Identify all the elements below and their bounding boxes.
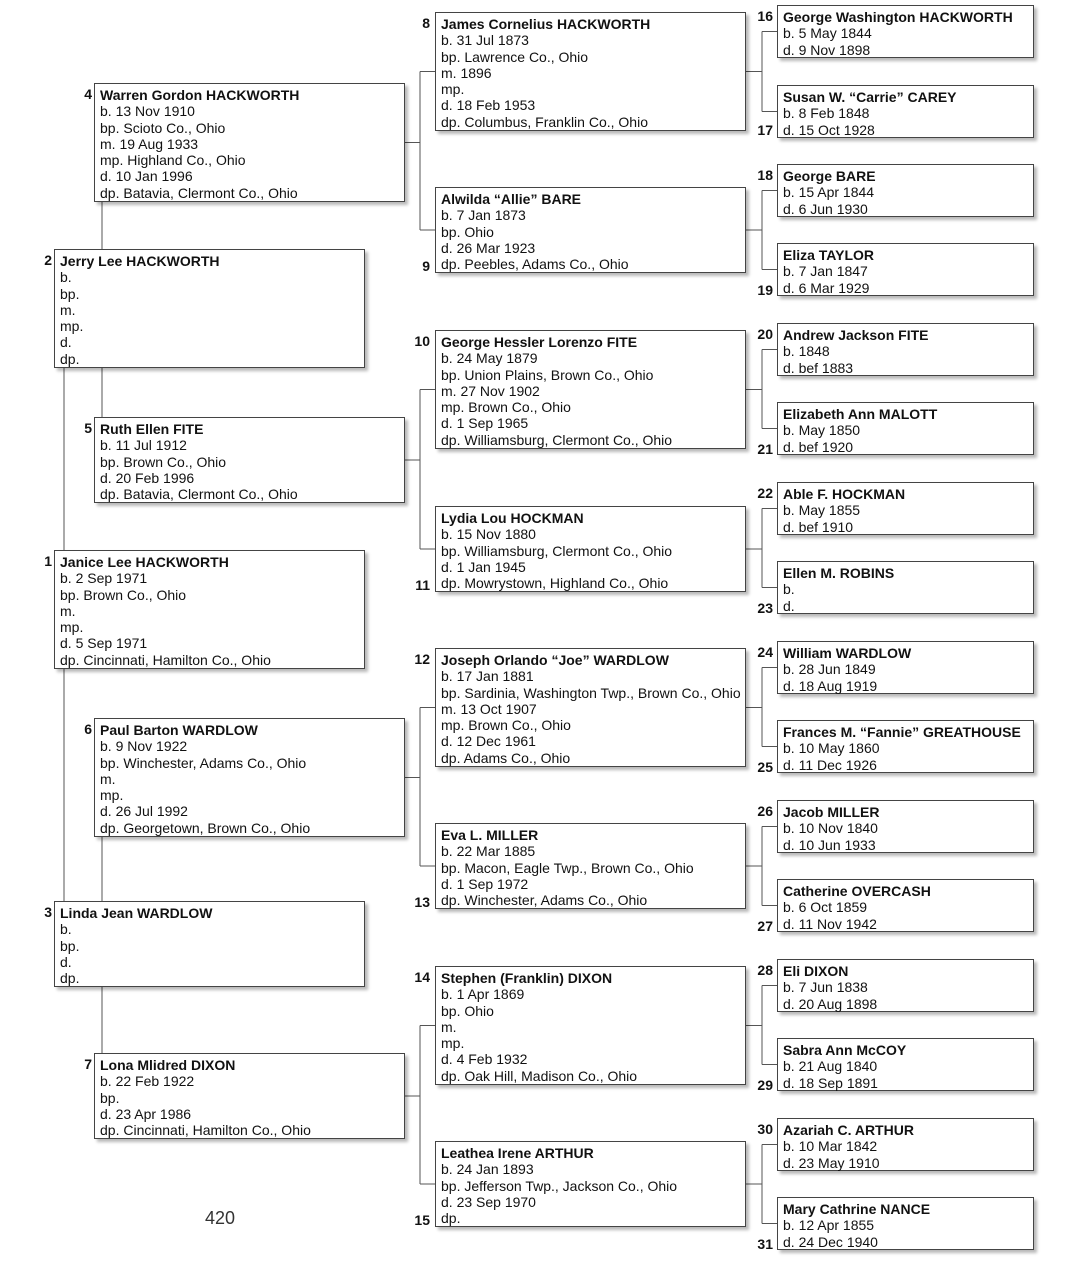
ahnentafel-number: 1 (44, 553, 52, 569)
person-box-27 (777, 879, 1034, 932)
person-fact: mp. (60, 318, 84, 335)
person-name: Lona Mlidred DIXON (100, 1057, 236, 1073)
person-fact: dp. Williamsburg, Clermont Co., Ohio (441, 431, 673, 448)
person-fact: b. (60, 921, 72, 938)
person-fact: d. 18 Aug 1919 (783, 677, 878, 694)
person-fact: d. 26 Jul 1992 (100, 803, 188, 820)
person-fact: mp. (441, 81, 465, 98)
person-name: Stephen (Franklin) DIXON (441, 970, 613, 986)
person-box-26 (777, 800, 1034, 853)
person-fact: dp. (441, 1210, 461, 1227)
person-fact: d. 11 Dec 1926 (783, 756, 877, 773)
ahnentafel-number: 26 (757, 803, 773, 819)
ahnentafel-number: 8 (422, 15, 430, 31)
person-fact: b. (60, 269, 72, 286)
person-fact: bp. Jefferson Twp., Jackson Co., Ohio (441, 1177, 678, 1194)
ahnentafel-number: 4 (84, 86, 92, 102)
person-fact: b. (783, 581, 795, 598)
person-fact: b. 2 Sep 1971 (60, 570, 148, 587)
person-fact: mp. (100, 787, 124, 804)
person-fact: b. 7 Jun 1838 (783, 979, 868, 996)
person-name: Able F. HOCKMAN (783, 486, 906, 502)
ahnentafel-number: 10 (414, 333, 430, 349)
ahnentafel-number: 24 (757, 644, 773, 660)
person-fact: b. 1848 (783, 343, 830, 360)
person-fact: b. 11 Jul 1912 (100, 437, 187, 454)
person-fact: m. (441, 1018, 457, 1035)
person-fact: dp. (60, 350, 80, 367)
person-box-15 (435, 1141, 746, 1227)
person-fact: b. 7 Jan 1847 (783, 263, 868, 280)
person-fact: d. 1 Jan 1945 (441, 558, 526, 575)
person-fact: d. 4 Feb 1932 (441, 1051, 528, 1068)
ahnentafel-number: 19 (757, 282, 773, 298)
person-fact: b. 17 Jan 1881 (441, 668, 534, 685)
ahnentafel-number: 20 (757, 326, 773, 342)
ahnentafel-number: 28 (757, 962, 773, 978)
person-name: Azariah C. ARTHUR (783, 1122, 914, 1138)
ahnentafel-number: 16 (757, 8, 773, 24)
person-fact: mp. Highland Co., Ohio (100, 152, 246, 169)
person-fact: d. 18 Sep 1891 (783, 1074, 878, 1091)
person-fact: dp. Peebles, Adams Co., Ohio (441, 256, 629, 273)
person-box-25 (777, 720, 1034, 773)
person-name: Ruth Ellen FITE (100, 421, 204, 437)
person-box-14 (435, 966, 746, 1085)
person-fact: dp. Batavia, Clermont Co., Ohio (100, 184, 298, 201)
person-fact: b. 15 Nov 1880 (441, 526, 536, 543)
person-fact: dp. Oak Hill, Madison Co., Ohio (441, 1067, 638, 1084)
person-fact: b. 10 Nov 1840 (783, 820, 878, 837)
ahnentafel-number: 23 (757, 600, 773, 616)
person-fact: b. 6 Oct 1859 (783, 899, 868, 916)
person-fact: dp. Adams Co., Ohio (441, 749, 571, 766)
person-box-19 (777, 243, 1034, 296)
person-fact: d. 20 Aug 1898 (783, 995, 878, 1012)
person-fact: b. May 1855 (783, 502, 861, 519)
person-fact: dp. Winchester, Adams Co., Ohio (441, 892, 648, 909)
person-fact: bp. Brown Co., Ohio (60, 586, 187, 603)
person-fact: m. (60, 602, 76, 619)
person-fact: d. 23 Apr 1986 (100, 1105, 192, 1122)
person-box-2 (54, 249, 365, 368)
person-name: Eliza TAYLOR (783, 247, 875, 263)
person-fact: bp. (60, 285, 80, 302)
person-name: Leathea Irene ARTHUR (441, 1145, 594, 1161)
person-box-18 (777, 164, 1034, 217)
person-fact: bp. Williamsburg, Clermont Co., Ohio (441, 542, 673, 559)
person-name: George Hessler Lorenzo FITE (441, 334, 638, 350)
person-fact: d. 24 Dec 1940 (783, 1233, 878, 1250)
person-fact: d. (60, 953, 72, 970)
person-box-7 (94, 1053, 405, 1139)
person-name: Mary Cathrine NANCE (783, 1201, 931, 1217)
person-fact: b. 24 Jan 1893 (441, 1161, 534, 1178)
ahnentafel-number: 25 (757, 759, 773, 775)
person-name: Eva L. MILLER (441, 827, 539, 843)
person-fact: d. bef 1920 (783, 438, 854, 455)
person-fact: dp. Cincinnati, Hamilton Co., Ohio (100, 1122, 311, 1139)
person-name: Joseph Orlando “Joe” WARDLOW (441, 652, 669, 668)
person-box-17 (777, 85, 1034, 138)
person-fact: m. 1896 (441, 64, 492, 81)
person-fact: b. 31 Jul 1873 (441, 32, 529, 49)
person-fact: d. 1 Sep 1972 (441, 875, 529, 892)
person-fact: d. bef 1910 (783, 518, 854, 535)
person-fact: d. 6 Jun 1930 (783, 200, 868, 217)
person-fact: bp. Ohio (441, 1002, 494, 1019)
person-fact: d. 11 Nov 1942 (783, 915, 877, 932)
person-fact: d. 12 Dec 1961 (441, 733, 536, 750)
person-name: Linda Jean WARDLOW (60, 905, 213, 921)
person-fact: bp. (60, 937, 80, 954)
person-box-20 (777, 323, 1034, 376)
person-box-10 (435, 330, 746, 449)
person-box-30 (777, 1118, 1034, 1171)
ahnentafel-number: 27 (757, 918, 773, 934)
person-name: Alwilda “Allie” BARE (441, 191, 582, 207)
person-fact: mp. (60, 619, 84, 636)
person-fact: b. 28 Jun 1849 (783, 661, 876, 678)
person-fact: b. 1 Apr 1869 (441, 986, 525, 1003)
person-fact: m. (100, 770, 116, 787)
person-fact: d. 20 Feb 1996 (100, 469, 195, 486)
person-fact: d. (60, 334, 72, 351)
person-fact: b. 22 Mar 1885 (441, 843, 536, 860)
person-fact: bp. (100, 1089, 120, 1106)
person-fact: b. 12 Apr 1855 (783, 1217, 875, 1234)
person-fact: bp. Winchester, Adams Co., Ohio (100, 754, 307, 771)
person-box-3 (54, 901, 365, 987)
person-fact: d. 18 Feb 1953 (441, 97, 536, 114)
person-fact: b. 8 Feb 1848 (783, 105, 870, 122)
person-fact: d. 23 May 1910 (783, 1154, 880, 1171)
person-name: Frances M. “Fannie” GREATHOUSE (783, 724, 1021, 740)
person-fact: b. 13 Nov 1910 (100, 103, 195, 120)
person-fact: bp. Brown Co., Ohio (100, 453, 227, 470)
person-box-29 (777, 1038, 1034, 1091)
ahnentafel-number: 13 (414, 894, 430, 910)
person-fact: b. 5 May 1844 (783, 25, 872, 42)
person-fact: b. 10 May 1860 (783, 740, 880, 757)
person-fact: mp. Brown Co., Ohio (441, 717, 571, 734)
person-fact: m. (60, 301, 76, 318)
person-name: Lydia Lou HOCKMAN (441, 510, 584, 526)
person-name: William WARDLOW (783, 645, 912, 661)
ahnentafel-number: 30 (757, 1121, 773, 1137)
person-fact: dp. Cincinnati, Hamilton Co., Ohio (60, 651, 271, 668)
ahnentafel-number: 29 (757, 1077, 773, 1093)
person-box-12 (435, 648, 746, 767)
person-fact: d. 6 Mar 1929 (783, 279, 870, 296)
ahnentafel-number: 22 (757, 485, 773, 501)
person-name: Janice Lee HACKWORTH (60, 554, 229, 570)
ahnentafel-number: 12 (414, 651, 430, 667)
person-fact: b. 22 Feb 1922 (100, 1073, 195, 1090)
person-fact: bp. Macon, Eagle Twp., Brown Co., Ohio (441, 859, 694, 876)
person-name: Ellen M. ROBINS (783, 565, 895, 581)
person-fact: dp. Columbus, Franklin Co., Ohio (441, 113, 648, 130)
person-fact: b. 24 May 1879 (441, 350, 538, 367)
person-fact: b. 21 Aug 1840 (783, 1058, 878, 1075)
person-name: Sabra Ann McCOY (783, 1042, 907, 1058)
person-fact: d. 15 Oct 1928 (783, 121, 875, 138)
ahnentafel-number: 14 (414, 969, 430, 985)
person-fact: bp. Ohio (441, 223, 494, 240)
person-fact: dp. Mowrystown, Highland Co., Ohio (441, 575, 669, 592)
person-box-31 (777, 1197, 1034, 1250)
person-fact: bp. Scioto Co., Ohio (100, 119, 226, 136)
ahnentafel-number: 7 (84, 1056, 92, 1072)
person-box-8 (435, 12, 746, 131)
person-name: Jacob MILLER (783, 804, 880, 820)
person-fact: b. May 1850 (783, 422, 861, 439)
person-name: Eli DIXON (783, 963, 849, 979)
person-name: James Cornelius HACKWORTH (441, 16, 651, 32)
page-number: 420 (205, 1208, 236, 1228)
person-name: Jerry Lee HACKWORTH (60, 253, 220, 269)
person-box-24 (777, 641, 1034, 694)
person-box-6 (94, 718, 405, 837)
person-fact: b. 7 Jan 1873 (441, 207, 526, 224)
person-fact: d. 10 Jun 1933 (783, 836, 876, 853)
ahnentafel-number: 31 (757, 1236, 773, 1252)
person-fact: dp. (60, 970, 80, 987)
person-name: Warren Gordon HACKWORTH (100, 87, 300, 103)
ahnentafel-number: 6 (84, 721, 92, 737)
person-box-4 (94, 83, 405, 202)
person-fact: m. 19 Aug 1933 (100, 135, 199, 152)
person-fact: d. (783, 597, 795, 614)
person-fact: mp. Brown Co., Ohio (441, 399, 571, 416)
person-fact: dp. Batavia, Clermont Co., Ohio (100, 486, 298, 503)
ahnentafel-number: 17 (757, 122, 773, 138)
ahnentafel-number: 2 (44, 252, 52, 268)
ahnentafel-number: 5 (84, 420, 92, 436)
person-box-16 (777, 5, 1034, 58)
ahnentafel-number: 18 (757, 167, 773, 183)
ahnentafel-number: 21 (757, 441, 773, 457)
person-fact: b. 10 Mar 1842 (783, 1138, 878, 1155)
person-fact: d. 26 Mar 1923 (441, 239, 536, 256)
person-name: Catherine OVERCASH (783, 883, 931, 899)
person-name: George BARE (783, 168, 876, 184)
person-name: Paul Barton WARDLOW (100, 722, 258, 738)
person-fact: m. 13 Oct 1907 (441, 700, 537, 717)
person-fact: d. 5 Sep 1971 (60, 635, 148, 652)
person-box-11 (435, 506, 746, 592)
ahnentafel-number: 3 (44, 904, 52, 920)
person-fact: b. 9 Nov 1922 (100, 738, 188, 755)
person-box-28 (777, 959, 1034, 1012)
person-name: Susan W. “Carrie” CAREY (783, 89, 957, 105)
person-fact: m. 27 Nov 1902 (441, 382, 540, 399)
person-box-5 (94, 417, 405, 503)
person-box-22 (777, 482, 1034, 535)
person-fact: dp. Georgetown, Brown Co., Ohio (100, 819, 311, 836)
person-fact: mp. (441, 1035, 465, 1052)
person-name: Andrew Jackson FITE (783, 327, 929, 343)
person-fact: d. 10 Jan 1996 (100, 168, 193, 185)
person-fact: bp. Sardinia, Washington Twp., Brown Co., Ohio (441, 684, 741, 701)
person-fact: d. bef 1883 (783, 359, 854, 376)
ahnentafel-number: 9 (422, 258, 430, 274)
ahnentafel-number: 15 (414, 1212, 430, 1228)
person-fact: d. 23 Sep 1970 (441, 1193, 536, 1210)
person-box-13 (435, 823, 746, 909)
person-fact: d. 9 Nov 1898 (783, 41, 871, 58)
ahnentafel-number: 11 (415, 577, 430, 593)
person-name: Elizabeth Ann MALOTT (783, 406, 938, 422)
person-fact: bp. Lawrence Co., Ohio (441, 48, 589, 65)
person-box-1 (54, 550, 365, 669)
person-fact: d. 1 Sep 1965 (441, 415, 529, 432)
person-fact: bp. Union Plains, Brown Co., Ohio (441, 366, 654, 383)
person-box-21 (777, 402, 1034, 455)
person-fact: b. 15 Apr 1844 (783, 184, 875, 201)
person-box-23 (777, 561, 1034, 614)
person-box-9 (435, 187, 746, 273)
person-name: George Washington HACKWORTH (783, 9, 1013, 25)
